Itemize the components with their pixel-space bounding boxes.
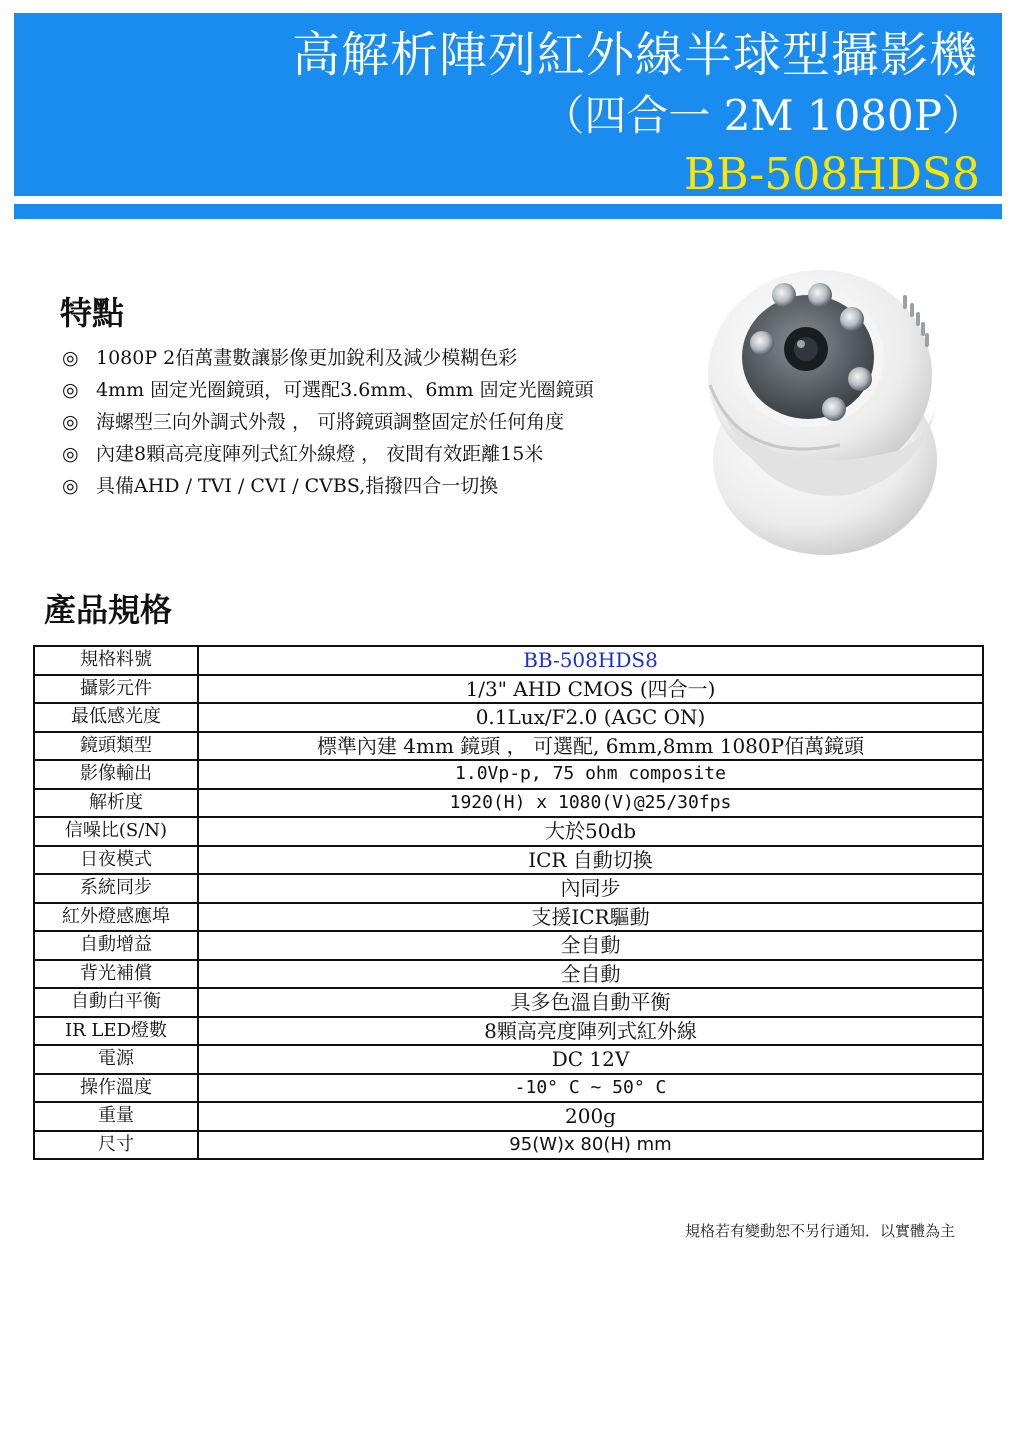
spec-value: -10° C ~ 50° C xyxy=(198,1074,983,1103)
table-row xyxy=(34,1102,983,1131)
spec-value: 標準內建 4mm 鏡頭 ， 可選配, 6mm,8mm 1080P佰萬鏡頭 xyxy=(198,732,983,761)
header-banner xyxy=(14,13,1002,200)
spec-value: 1/3" AHD CMOS (四合一) xyxy=(198,675,983,704)
table-row xyxy=(34,1131,983,1160)
table-row xyxy=(34,760,983,789)
spec-label: 系統同步 xyxy=(34,874,198,903)
spec-label: 信噪比(S/N) xyxy=(34,817,198,846)
spec-value: 全自動 xyxy=(198,960,983,989)
product-model: BB-508HDS8 xyxy=(683,149,980,200)
spec-value: BB-508HDS8 xyxy=(198,646,983,675)
spec-label: 攝影元件 xyxy=(34,675,198,704)
list-item xyxy=(62,343,594,375)
spec-label: 自動增益 xyxy=(34,931,198,960)
spec-value: 200g xyxy=(198,1102,983,1131)
spec-value: 支援ICR驅動 xyxy=(198,903,983,932)
feature-list xyxy=(62,343,594,503)
spec-label: 影像輸出 xyxy=(34,760,198,789)
features-heading: 特點 xyxy=(60,294,125,332)
spec-value: DC 12V xyxy=(198,1045,983,1074)
bullet-icon: ◎ xyxy=(62,379,79,401)
spec-value: 8顆高亮度陣列式紅外線 xyxy=(198,1017,983,1046)
bullet-icon: ◎ xyxy=(62,475,79,497)
bullet-icon: ◎ xyxy=(62,411,79,433)
spec-label: 自動白平衡 xyxy=(34,988,198,1017)
specs-table xyxy=(33,645,984,1160)
list-item xyxy=(62,471,594,503)
list-item xyxy=(62,407,594,439)
bullet-icon: ◎ xyxy=(62,347,79,369)
spec-label: 紅外燈感應埠 xyxy=(34,903,198,932)
list-item xyxy=(62,375,594,407)
table-row xyxy=(34,675,983,704)
table-row xyxy=(34,646,983,675)
spec-value: 大於50db xyxy=(198,817,983,846)
table-row xyxy=(34,988,983,1017)
table-row xyxy=(34,874,983,903)
spec-label: 尺寸 xyxy=(34,1131,198,1160)
feature-text: 4mm 固定光圈鏡頭，可選配3.6mm、6mm 固定光圈鏡頭 xyxy=(96,379,594,401)
feature-text: 具備AHD / TVI / CVI / CVBS,指撥四合一切換 xyxy=(96,475,499,497)
spec-label: 背光補償 xyxy=(34,960,198,989)
spec-value: ICR 自動切換 xyxy=(198,846,983,875)
spec-label: 鏡頭類型 xyxy=(34,732,198,761)
feature-text: 1080P 2佰萬畫數讓影像更加銳利及減少模糊色彩 xyxy=(96,347,518,369)
table-row xyxy=(34,732,983,761)
spec-value: 內同步 xyxy=(198,874,983,903)
product-title: 高解析陣列紅外線半球型攝影機 xyxy=(291,27,978,83)
spec-label: 操作溫度 xyxy=(34,1074,198,1103)
table-row xyxy=(34,846,983,875)
dome-camera-image xyxy=(700,255,950,560)
table-row xyxy=(34,1074,983,1103)
spec-value: 95(W)x 80(H) mm xyxy=(198,1131,983,1160)
table-row xyxy=(34,703,983,732)
bullet-icon: ◎ xyxy=(62,443,79,465)
header-divider xyxy=(14,204,1002,219)
table-row xyxy=(34,789,983,818)
spec-value: 1920(H) x 1080(V)@25/30fps xyxy=(198,789,983,818)
list-item xyxy=(62,439,594,471)
spec-label: 解析度 xyxy=(34,789,198,818)
spec-value: 全自動 xyxy=(198,931,983,960)
spec-label: 重量 xyxy=(34,1102,198,1131)
spec-label: 電源 xyxy=(34,1045,198,1074)
footnote: 規格若有變動恕不另行通知．以實體為主 xyxy=(684,1222,955,1240)
spec-label: 日夜模式 xyxy=(34,846,198,875)
table-row xyxy=(34,1017,983,1046)
table-row xyxy=(34,1045,983,1074)
feature-text: 內建8顆高亮度陣列式紅外線燈 ， 夜間有效距離15米 xyxy=(96,443,544,465)
product-subtitle: （四合一 2M 1080P） xyxy=(542,91,984,140)
spec-label: IR LED燈數 xyxy=(34,1017,198,1046)
spec-value: 具多色溫自動平衡 xyxy=(198,988,983,1017)
spec-value: 1.0Vp-p, 75 ohm composite xyxy=(198,760,983,789)
spec-label: 最低感光度 xyxy=(34,703,198,732)
table-row xyxy=(34,903,983,932)
table-row xyxy=(34,960,983,989)
specs-heading: 產品規格 xyxy=(44,591,173,629)
spec-label: 規格料號 xyxy=(34,646,198,675)
table-row xyxy=(34,931,983,960)
table-row xyxy=(34,817,983,846)
spec-value: 0.1Lux/F2.0 (AGC ON) xyxy=(198,703,983,732)
feature-text: 海螺型三向外調式外殼 ， 可將鏡頭調整固定於任何角度 xyxy=(96,411,565,433)
